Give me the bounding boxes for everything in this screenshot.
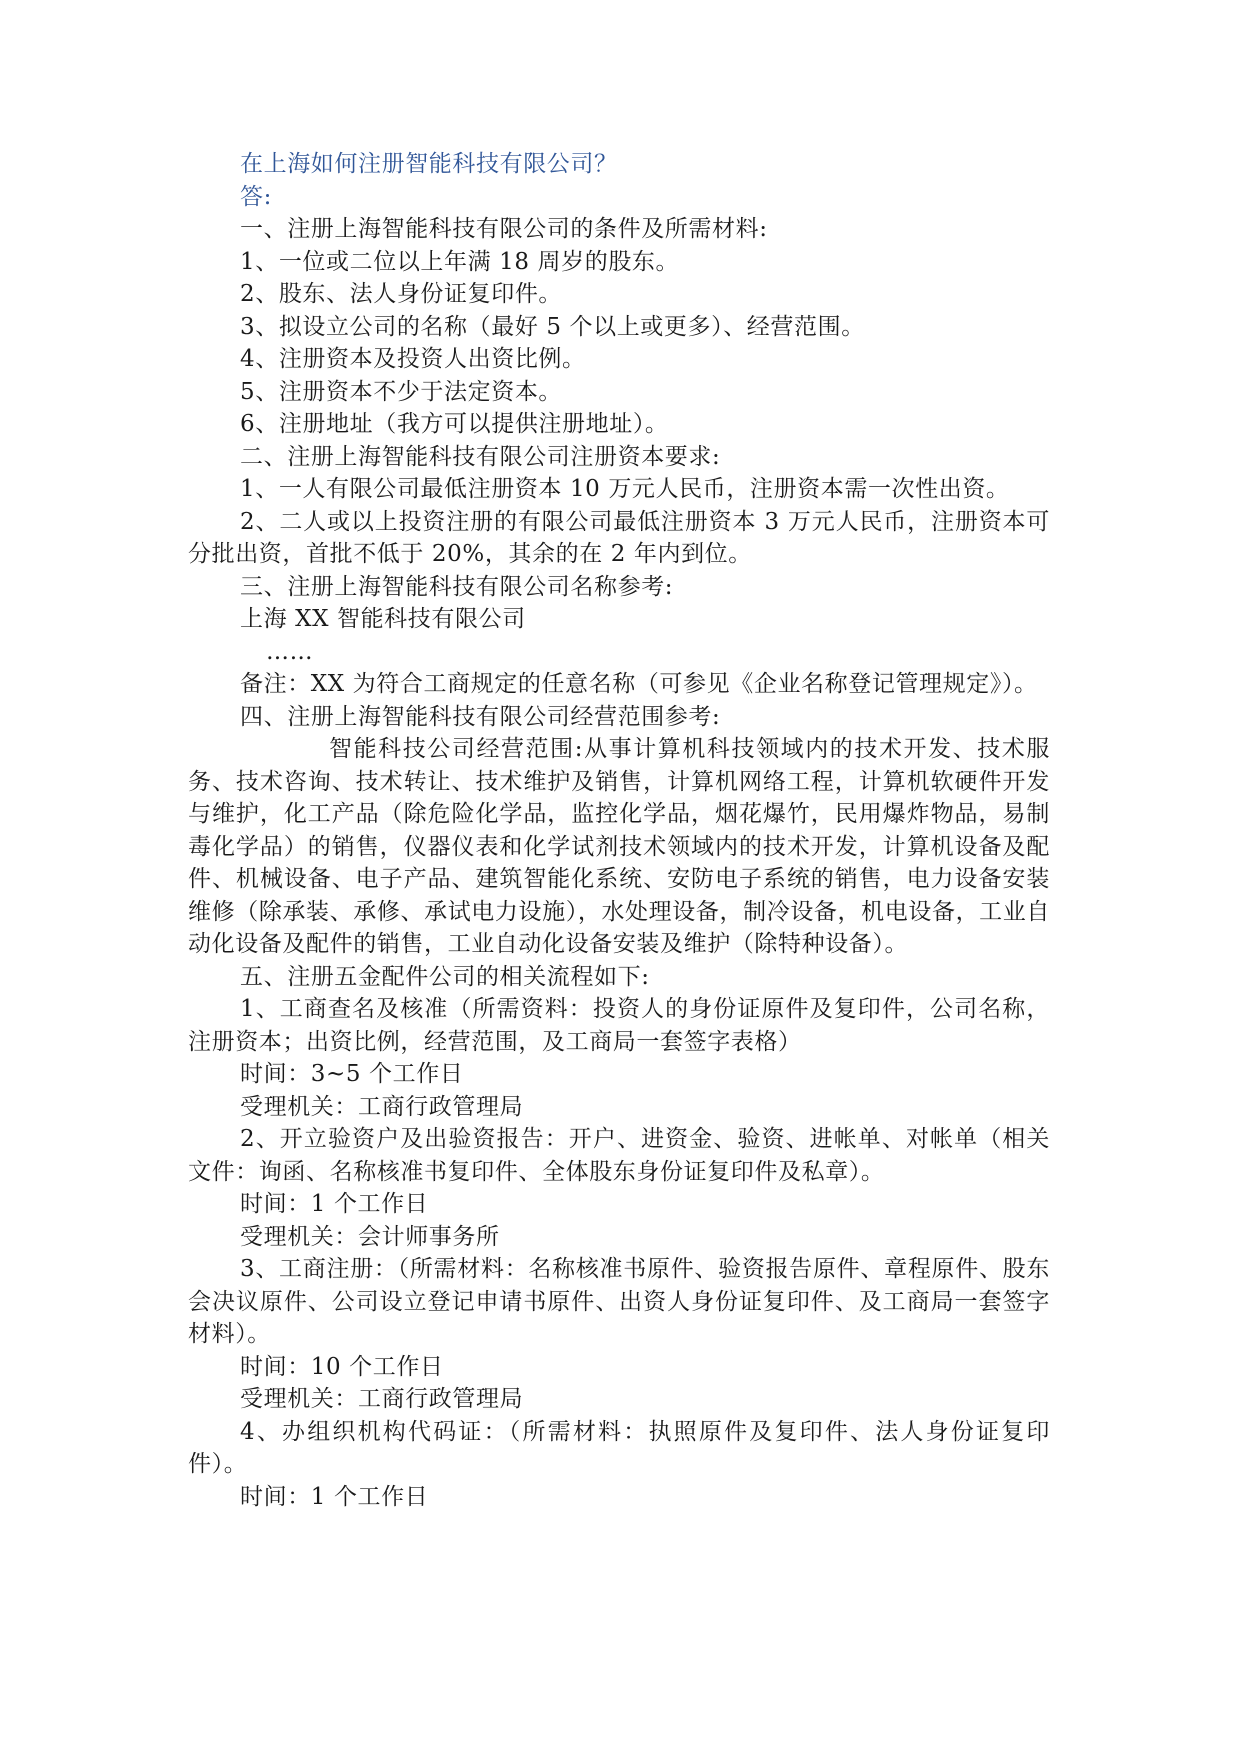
section-heading-2: 二、注册上海智能科技有限公司注册资本要求: (240, 443, 721, 470)
list-item: 1、一位或二位以上年满 18 周岁的股东。 (240, 248, 680, 275)
section-heading-5: 五、注册五金配件公司的相关流程如下: (240, 963, 650, 990)
process-time: 时间：10 个工作日 (240, 1353, 444, 1380)
ellipsis: …… (266, 638, 314, 665)
business-scope-paragraph: 智能科技公司经营范围:从事计算机科技领域内的技术开发、技术服务、技术咨询、技术转让、技术维护及销售，计算机网络工程，计算机软硬件开发与维护，化工产品（除危险化学品，监控化学品，烟花爆竹，民用爆炸物品，易制毒化学品）的销售，仪器仪表和化学试剂技术领域内的技术开发，计算机设备及配件、机械设备、电子产品、建筑智能化系统、安防电子系统的销售，电力设备安装维修（除承装、承修、承试电力设施），水处理设备，制冷设备，机电设备，工业自动化设备及配件的销售，工业自动化设备安装及维护（除特种设备）。 (188, 736, 1050, 957)
list-item: 4、注册资本及投资人出资比例。 (240, 346, 586, 372)
section-heading-4: 四、注册上海智能科技有限公司经营范围参考: (240, 703, 721, 730)
section-heading-3: 三、注册上海智能科技有限公司名称参考: (240, 573, 674, 600)
process-time: 时间：1 个工作日 (240, 1483, 429, 1510)
document-body (188, 148, 1050, 1513)
process-time: 时间：3~5 个工作日 (240, 1061, 464, 1087)
name-example: 上海 XX 智能科技有限公司 (240, 606, 526, 632)
process-authority: 受理机关：工商行政管理局 (240, 1093, 524, 1120)
process-step: 4、办组织机构代码证：（所需材料：执照原件及复印件、法人身份证复印件）。 (188, 1418, 1050, 1477)
list-item: 1、一人有限公司最低注册资本 10 万元人民币，注册资本需一次性出资。 (240, 476, 1010, 502)
process-step: 2、开立验资户及出验资报告：开户、进资金、验资、进帐单、对帐单（相关文件：询函、名称核准书复印件、全体股东身份证复印件及私章）。 (188, 1126, 1050, 1185)
list-item: 3、拟设立公司的名称（最好 5 个以上或更多）、经营范围。 (240, 313, 865, 340)
list-item: 5、注册资本不少于法定资本。 (240, 378, 563, 405)
process-authority: 受理机关：会计师事务所 (240, 1223, 500, 1250)
list-item: 2、股东、法人身份证复印件。 (240, 281, 563, 307)
document-title: 在上海如何注册智能科技有限公司？ (240, 151, 618, 177)
list-item: 6、注册地址（我方可以提供注册地址）。 (240, 411, 669, 437)
list-item: 2、二人或以上投资注册的有限公司最低注册资本 3 万元人民币，注册资本可分批出资，首批不低于 20%，其余的在 2 年内到位。 (188, 508, 1050, 567)
process-step: 1、工商查名及核准（所需资料：投资人的身份证原件及复印件，公司名称，注册资本；出资比例，经营范围，及工商局一套签字表格） (188, 996, 1050, 1055)
remark: 备注：XX 为符合工商规定的任意名称（可参见《企业名称登记管理规定》）。 (240, 671, 1038, 697)
process-time: 时间：1 个工作日 (240, 1191, 429, 1217)
process-authority: 受理机关：工商行政管理局 (240, 1386, 524, 1412)
process-step: 3、工商注册：（所需材料：名称核准书原件、验资报告原件、章程原件、股东会决议原件、公司设立登记申请书原件、出资人身份证复印件、及工商局一套签字材料）。 (188, 1256, 1050, 1347)
answer-label: 答: (240, 183, 272, 210)
section-heading-1: 一、注册上海智能科技有限公司的条件及所需材料: (240, 216, 768, 242)
